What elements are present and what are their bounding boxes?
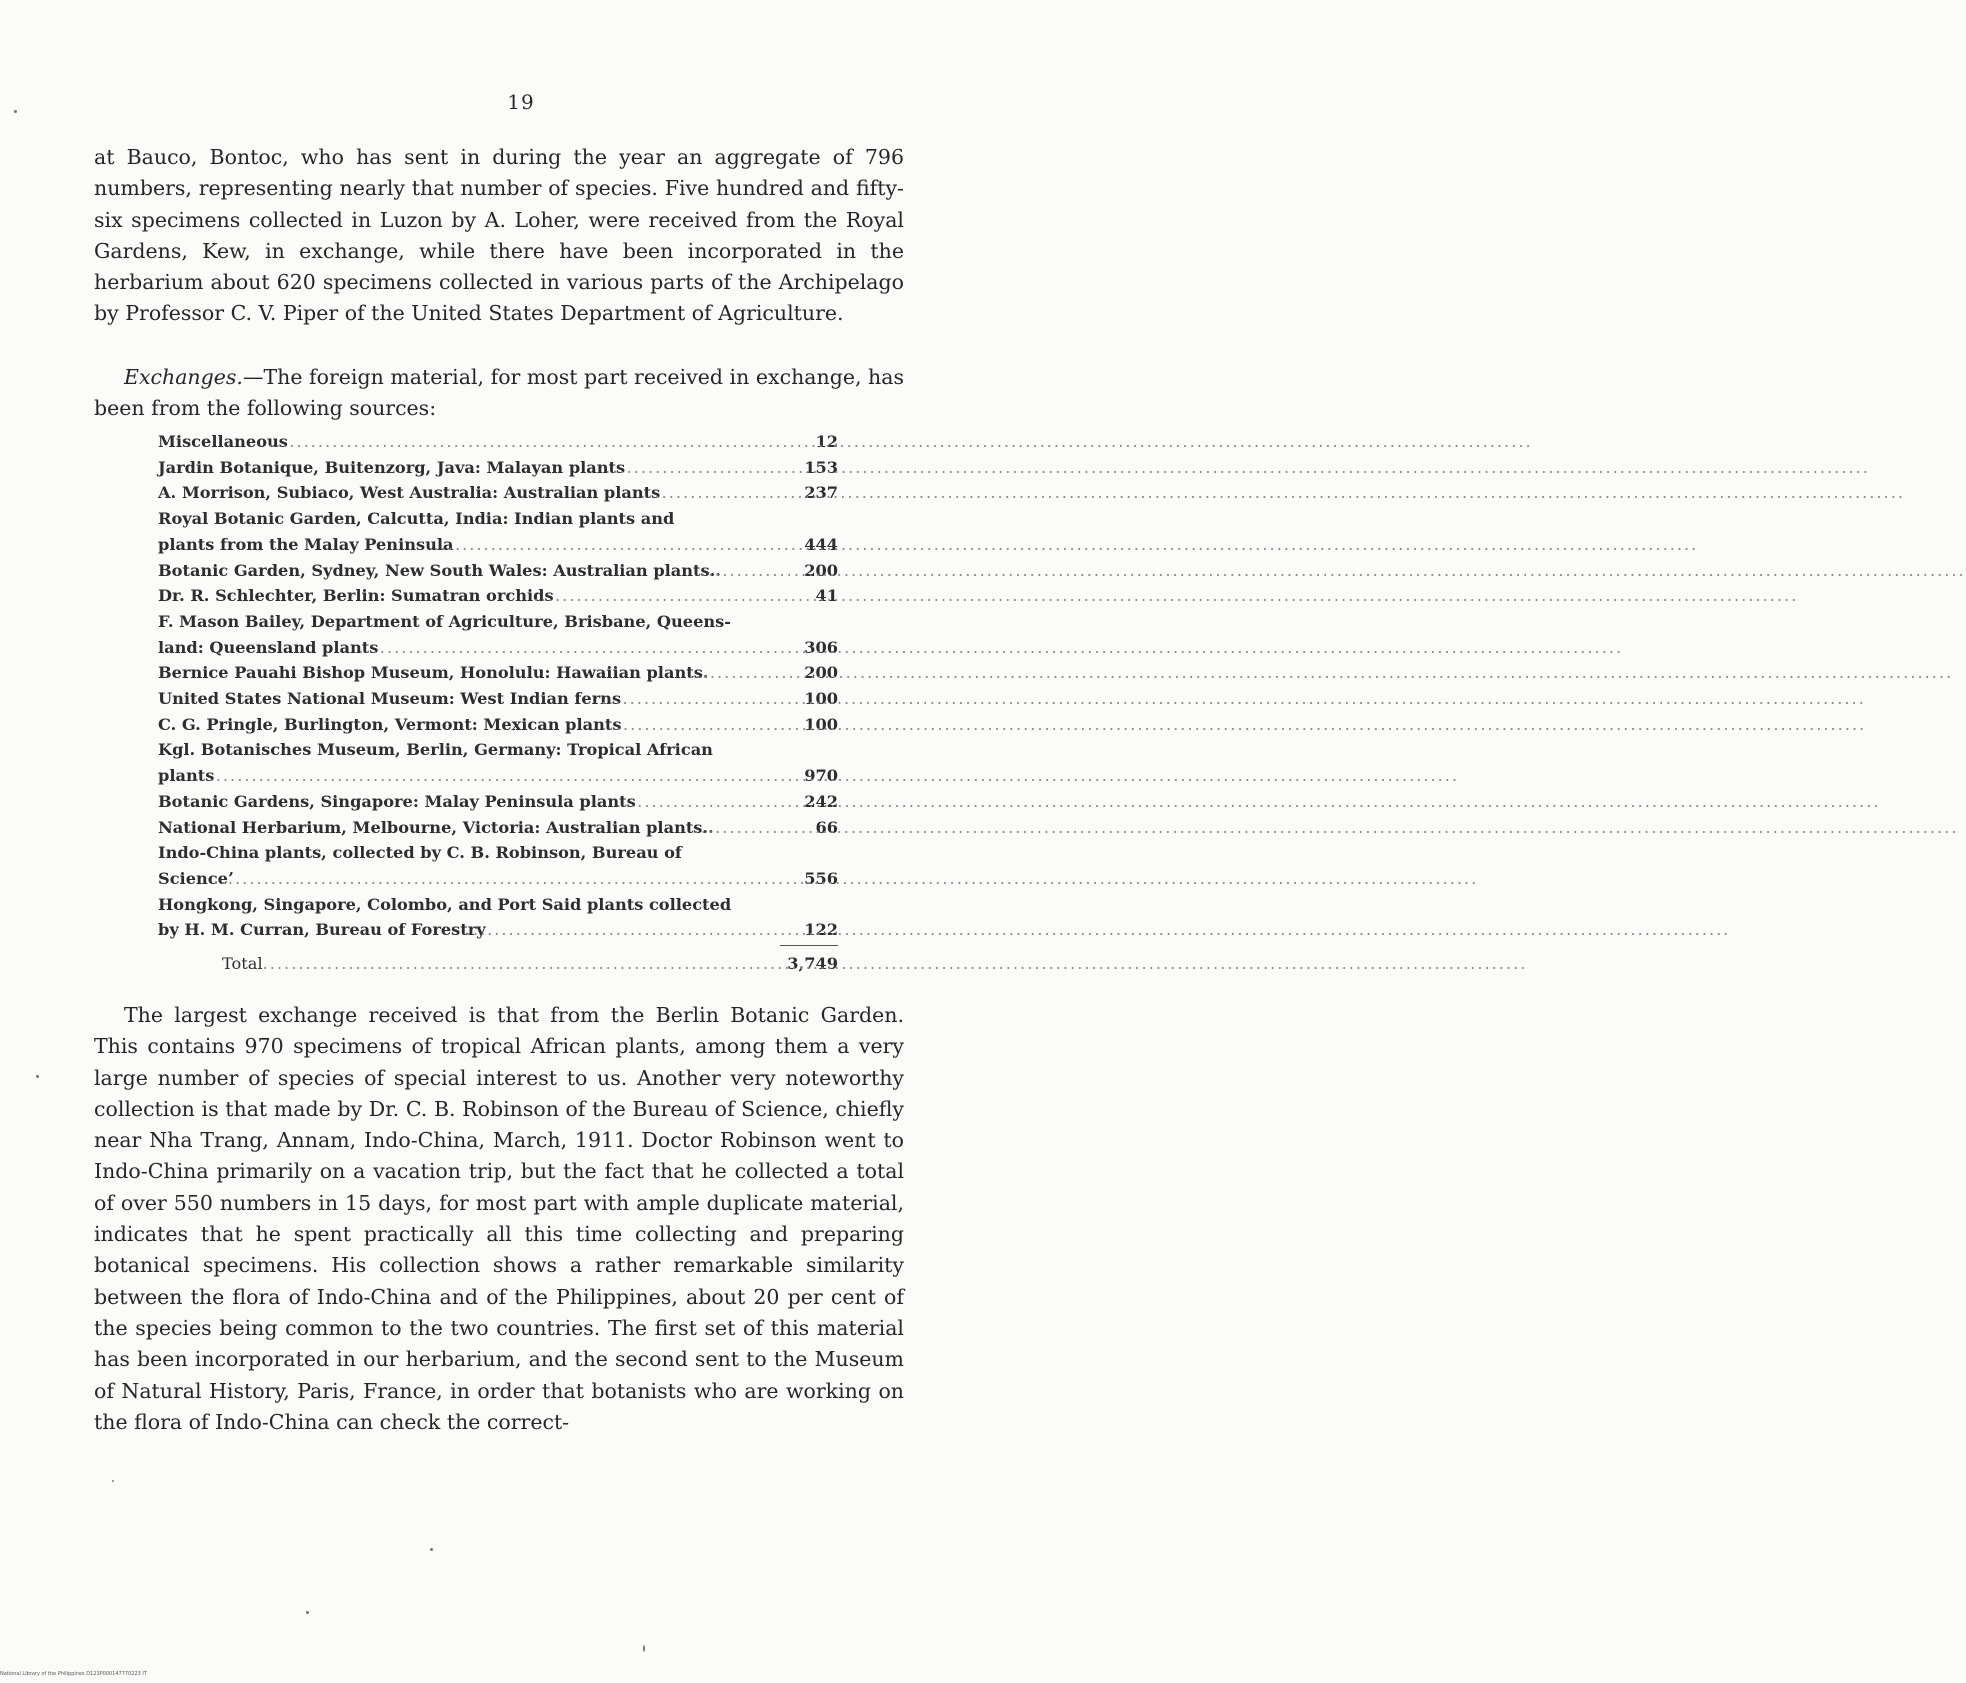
table-row: [158, 660, 838, 686]
table-row: [158, 815, 838, 841]
sum-rule: [158, 945, 838, 946]
source-name: Miscellaneous .....: [158, 429, 770, 455]
table-row: [158, 558, 838, 584]
total-row: [158, 950, 838, 978]
page-number: 19: [507, 90, 535, 114]
paragraph-exchanges: [94, 362, 904, 425]
source-name-line-1: Kgl. Botanisches Museum, Berlin, Germany: Tropical African: [158, 740, 713, 760]
sum-rule-line: [780, 945, 838, 946]
paragraph-collections: at Bauco, Bontoc, who has sent in during the year an aggregate of 796 numbers, representing nearly that number of species. Five hundred and fifty-six specimens collected in Luzon by A. Loher, were received from the Royal Gardens, Kew, in exchange, while there have been incorporated in the herbarium about 620 specimens collected in various parts of the Archipelago by Professor C. V. Piper of the United States Department of Agriculture.: [94, 145, 904, 326]
table-row: [158, 506, 838, 557]
specimen-count: 66: [770, 815, 838, 841]
source-name: [158, 840, 770, 891]
scan-speck: [14, 110, 17, 113]
specimen-count: 12: [770, 429, 838, 455]
source-name-line-2: by H. M. Curran, Bureau of Forestry .....: [178, 917, 770, 943]
source-name-line-1: F. Mason Bailey, Department of Agriculture, Brisbane, Queens-: [158, 611, 731, 631]
specimen-count: 100: [770, 686, 838, 712]
specimen-count: 41: [770, 583, 838, 609]
table-row: [158, 892, 838, 943]
table-row: [158, 686, 838, 712]
source-name-line-2: land: Queensland plants .....: [178, 635, 770, 661]
source-name: Dr. R. Schlechter, Berlin: Sumatran orchids .....: [158, 583, 770, 609]
specimen-count: 153: [770, 455, 838, 481]
exchanges-heading: Exchanges.: [124, 365, 243, 389]
table-row: [158, 480, 838, 506]
source-name-line-2: plants from the Malay Peninsula .....: [178, 532, 770, 558]
specimen-count: 100: [770, 712, 838, 738]
specimen-count: 200: [770, 558, 838, 584]
source-name: Bernice Pauahi Bishop Museum, Honolulu: Hawaiian plants. .....: [158, 660, 770, 686]
exchange-sources-table: [158, 429, 838, 978]
source-name-line-1: Hongkong, Singapore, Colombo, and Port Said plants collected: [158, 894, 732, 914]
source-name: C. G. Pringle, Burlington, Vermont: Mexican plants .....: [158, 712, 770, 738]
specimen-count: 237: [770, 480, 838, 506]
table-row: [158, 737, 838, 788]
specimen-count: 242: [770, 789, 838, 815]
total-label: Total .....: [158, 950, 770, 978]
source-name: Botanic Gardens, Singapore: Malay Peninsula plants .....: [158, 789, 770, 815]
scan-speck: [306, 1611, 309, 1614]
scan-speck: [430, 1548, 433, 1551]
specimen-count: 556: [770, 866, 838, 892]
table-row: [158, 712, 838, 738]
source-name-line-2: plants .....: [178, 763, 770, 789]
specimen-count: 970: [770, 763, 838, 789]
scan-speck: [643, 1645, 645, 1652]
source-name: [158, 737, 770, 788]
source-name: Botanic Garden, Sydney, New South Wales: Australian plants.. .....: [158, 558, 770, 584]
specimen-count: 444: [770, 532, 838, 558]
footer-stamp: National Library of the Philippines D123P000147770223 IT: [0, 1671, 147, 1677]
source-name: United States National Museum: West Indian ferns .....: [158, 686, 770, 712]
source-name: [158, 609, 770, 660]
source-name-line-1: Royal Botanic Garden, Calcutta, India: Indian plants and: [158, 509, 675, 529]
source-name: [158, 506, 770, 557]
source-name: Jardin Botanique, Buitenzorg, Java: Malayan plants .....: [158, 455, 770, 481]
table-row: [158, 840, 838, 891]
source-name: A. Morrison, Subiaco, West Australia: Australian plants .....: [158, 480, 770, 506]
specimen-count: 122: [770, 917, 838, 943]
source-name: National Herbarium, Melbourne, Victoria: Australian plants.. .....: [158, 815, 770, 841]
source-name-line-2: Scienceʼ .....: [178, 866, 770, 892]
exchanges-intro: —The foreign material, for most part received in exchange, has been from the following sources:: [94, 365, 904, 421]
table-row: [158, 429, 838, 455]
paragraph-berlin-exchange: The largest exchange received is that from the Berlin Botanic Garden. This contains 970 specimens of tropical African plants, among them a very large number of species of special interest to us. Another very noteworthy collection is that made by Dr. C. B. Robinson of the Bureau of Science, chiefly near Nha Trang, Annam, Indo-China, March, 1911. Doctor Robinson went to Indo-China primarily on a vacation trip, but the fact that he collected a total of over 550 numbers in 15 days, for most part with ample duplicate material, indicates that he spent practically all this time collecting and preparing botanical specimens. His collection shows a rather remarkable similarity between the flora of Indo-China and of the Philippines, about 20 per cent of the species being common to the two countries. The first set of this material has been incorporated in our herbarium, and the second sent to the Museum of Natural History, Paris, France, in order that botanists who are working on the flora of Indo-China can check the correct-: [94, 1003, 904, 1434]
source-name: [158, 892, 770, 943]
table-row: [158, 583, 838, 609]
table-row: [158, 455, 838, 481]
table-row: [158, 609, 838, 660]
total-value: 3,749: [770, 950, 838, 978]
specimen-count: 200: [770, 660, 838, 686]
specimen-count: 306: [770, 635, 838, 661]
table-row: [158, 789, 838, 815]
source-name-line-1: Indo-China plants, collected by C. B. Robinson, Bureau of: [158, 843, 682, 863]
scan-speck: [112, 1480, 114, 1482]
scan-speck: [36, 1075, 39, 1078]
